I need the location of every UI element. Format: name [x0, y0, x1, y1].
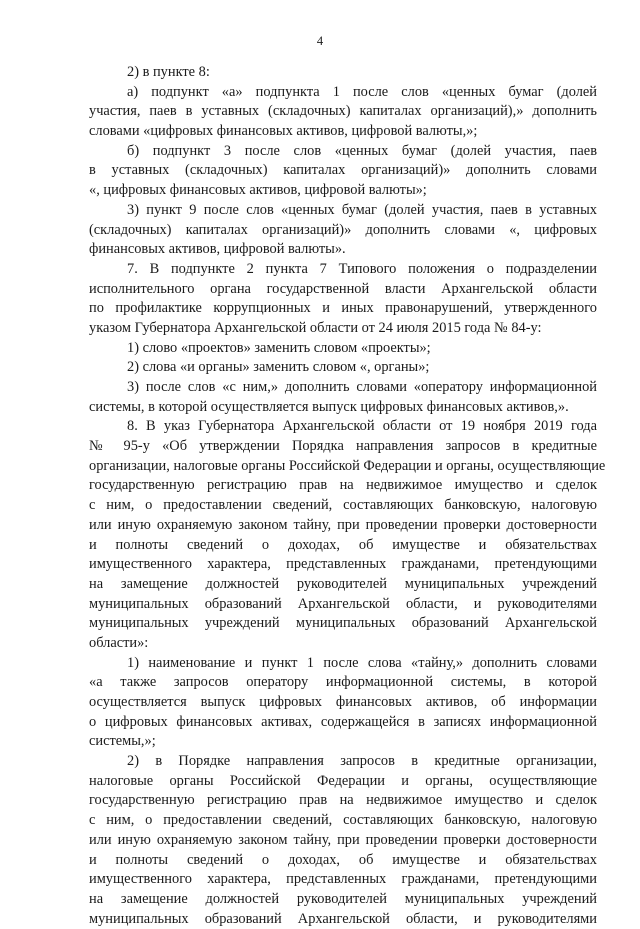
paragraph: [89, 142, 597, 201]
text-line: и полноты сведений о доходах, об имуществе и обязательствах: [89, 536, 597, 553]
paragraph: [89, 358, 597, 378]
text-line: области»:: [89, 634, 149, 651]
text-line: указом Губернатора Архангельской области от 24 июля 2015 года № 84-у:: [89, 319, 542, 336]
text-line: по профилактике коррупционных и иных правонарушений, утвержденного: [89, 300, 597, 317]
text-line: а) подпункт «а» подпункта 1 после слов «ценных бумаг (долей: [127, 83, 597, 100]
text-line: 2) в пункте 8:: [127, 64, 210, 80]
text-line: 7. В подпункте 2 пункта 7 Типового положения о подразделении: [127, 260, 597, 277]
paragraph: [89, 83, 597, 142]
text-line: с ним, о предоставлении сведений, составляющих банковскую, налоговую: [89, 497, 597, 514]
text-line: и полноты сведений о доходах, об имуществе и обязательствах: [89, 851, 597, 868]
text-line: 8. В указ Губернатора Архангельской области от 19 ноября 2019 года: [127, 418, 597, 435]
paragraph: [89, 378, 597, 417]
text-line: или иную охраняемую законом тайну, при проведении проверки достоверности: [89, 831, 597, 848]
text-line: словами «цифровых финансовых активов, цифровой валюты,»;: [89, 123, 478, 140]
text-line: 2) слова «и органы» заменить словом «, органы»;: [127, 359, 430, 376]
text-line: на замещение должностей руководителей муниципальных учреждений: [89, 890, 597, 907]
text-line: с ним, о предоставлении сведений, составляющих банковскую, налоговую: [89, 812, 597, 829]
text-line: исполнительного органа государственной власти Архангельской области: [89, 280, 597, 297]
text-line: (складочных) капиталах организаций)» дополнить словами «, цифровых: [89, 221, 597, 238]
paragraph: [89, 201, 597, 260]
text-line: муниципальных образований Архангельской области, и руководителями: [89, 595, 597, 612]
text-line: финансовых активов, цифровой валюты».: [89, 241, 346, 258]
text-line: муниципальных учреждений муниципальных образований Архангельской: [89, 615, 597, 632]
text-line: о цифровых финансовых активах, содержащейся в записях информационной: [89, 713, 597, 730]
text-line: осуществляется выпуск цифровых финансовых активов, об информации: [89, 694, 597, 710]
text-line: организации, налоговые органы Российской Федерации и органы, осуществляющие: [89, 457, 606, 474]
text-line: на замещение должностей руководителей муниципальных учреждений: [89, 575, 597, 592]
paragraph: [89, 654, 597, 752]
text-line: № 95-у «Об утверждении Порядка направления запросов в кредитные: [89, 438, 597, 455]
paragraph: [89, 752, 597, 929]
text-line: 1) слово «проектов» заменить словом «проекты»;: [127, 339, 431, 356]
text-line: системы,»;: [89, 733, 156, 750]
text-line: имущественного характера, представленных гражданами, претендующими: [89, 556, 597, 573]
text-line: налоговые органы Российской Федерации и органы, осуществляющие: [89, 772, 597, 789]
text-line: «, цифровых финансовых активов, цифровой валюты»;: [89, 182, 427, 199]
paragraph: [89, 260, 597, 339]
text-line: 2) в Порядке направления запросов в кредитные организации,: [127, 753, 597, 770]
text-line: государственную регистрацию прав на недвижимое имущество и сделок: [89, 477, 597, 494]
text-line: или иную охраняемую законом тайну, при проведении проверки достоверности: [89, 516, 597, 533]
text-line: имущественного характера, представленных гражданами, претендующими: [89, 871, 597, 888]
text-line: «а также запросов оператору информационной системы, в которой: [89, 674, 597, 691]
paragraph: [89, 339, 597, 359]
paragraph: [89, 63, 597, 83]
text-line: б) подпункт 3 после слов «ценных бумаг (долей участия, паев: [127, 142, 597, 159]
document-body: [89, 63, 606, 929]
text-line: государственную регистрацию прав на недвижимое имущество и сделок: [89, 792, 597, 809]
text-line: 1) наименование и пункт 1 после слова «тайну,» дополнить словами: [127, 654, 597, 671]
text-line: 3) после слов «с ним,» дополнить словами «оператору информационной: [127, 379, 597, 395]
text-line: системы, в которой осуществляется выпуск цифровых финансовых активов,».: [89, 398, 569, 415]
text-line: участия, паев в уставных (складочных) капиталах организаций),» дополнить: [89, 103, 597, 120]
text-line: муниципальных образований Архангельской области, и руководителями: [89, 910, 597, 927]
text-line: в уставных (складочных) капиталах организаций)» дополнить словами: [89, 162, 597, 179]
text-line: 3) пункт 9 после слов «ценных бумаг (долей участия, паев в уставных: [127, 201, 597, 218]
page-number: 4: [316, 34, 324, 48]
paragraph: [89, 417, 606, 653]
